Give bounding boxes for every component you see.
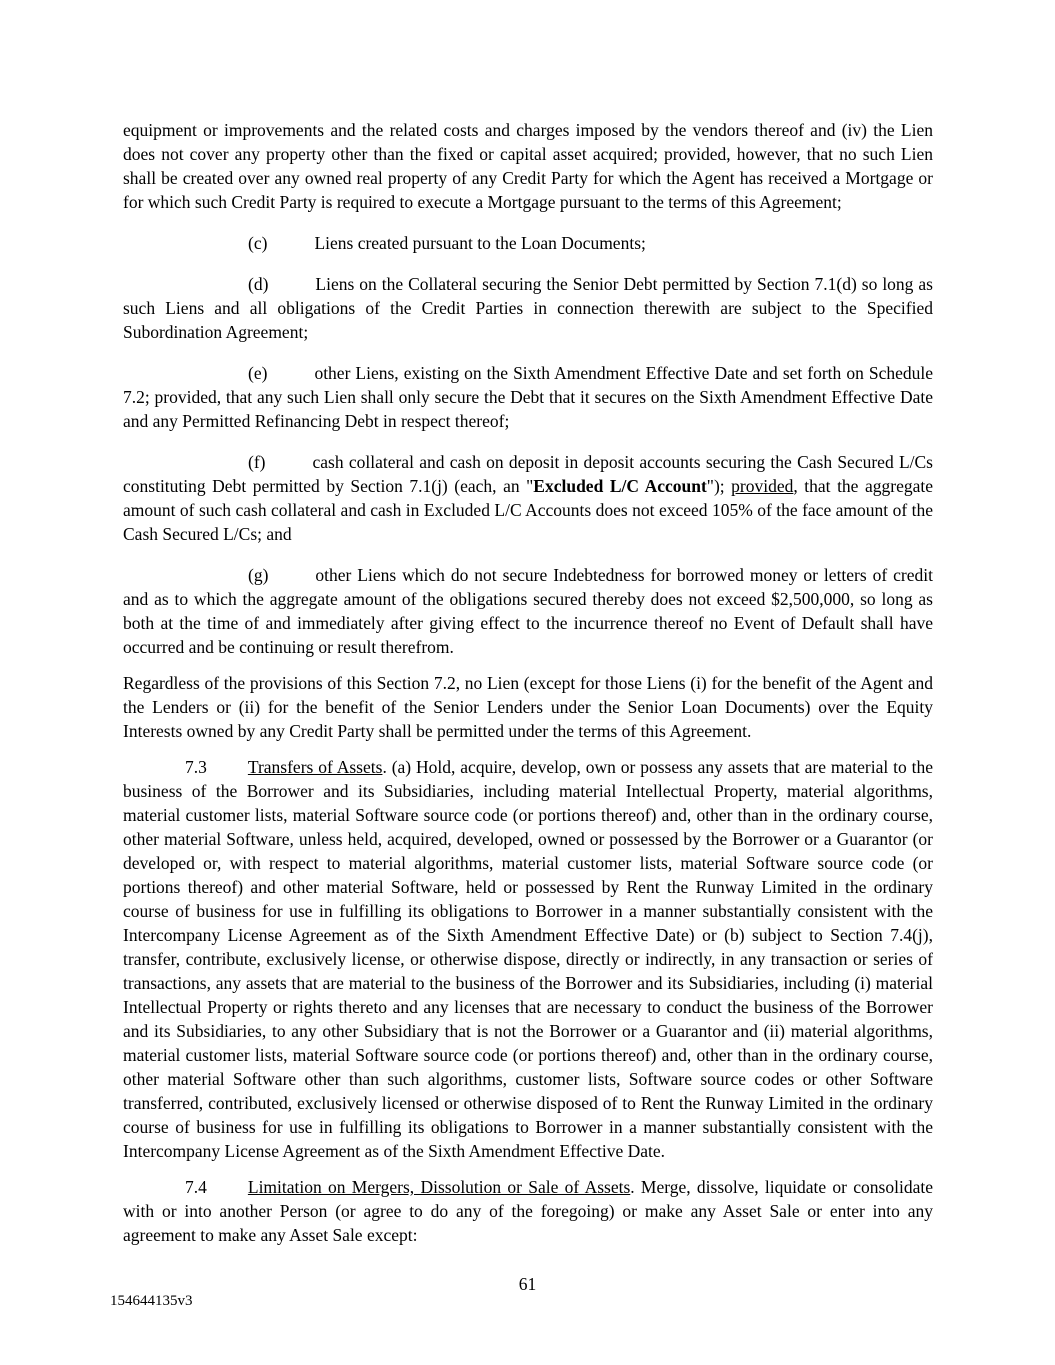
section-7-4-heading: Limitation on Mergers, Dissolution or Sale of Assets (247, 1177, 631, 1197)
clause-g (123, 563, 933, 659)
clause-f-text-mid: "); (706, 476, 732, 496)
defined-term-excluded-lc-account: Excluded L/C Account (533, 476, 707, 496)
section-7-4-number: 7.4 (185, 1177, 207, 1197)
section-7-3-body: . (a) Hold, acquire, develop, own or possess any assets that are material to the business of the Borrower and its Subsidiaries, including material Intellectual Property, material algorithms, material customer lists, material Software source code (or portions thereof) and, other than in the ordinary course, other material Software, unless held, acquired, developed, owned or possessed by the Borrower or a Guarantor (or developed or, with respect to material algorithms, material customer lists, material Software source code (or portions thereof) and other material Software, held or possessed by Rent the Runway Limited in the ordinary course of business for use in fulfilling its obligations to Borrower in a manner substantially consistent with the Intercompany License Agreement as of the Sixth Amendment Effective Date) or (b) subject to Section 7.4(j), transfer, contribute, exclusively license, or otherwise dispose, directly or indirectly, in any transaction or series of transactions, any assets that are material to the business of the Borrower and its Subsidiaries, including (i) material Intellectual Property or rights thereto and any licenses that are necessary to conduct the business of the Borrower and its Subsidiaries, to any other Subsidiary that is not the Borrower or a Guarantor and (ii) material algorithms, material customer lists, material Software source code (or portions thereof) and, other than in the ordinary course, other material Software other than such algorithms, customer lists, Software source codes or other Software transferred, contributed, exclusively licensed or otherwise disposed of to Rent the Runway Limited in the ordinary course of business for use in fulfilling its obligations to Borrower in a manner substantially consistent with the Intercompany License Agreement as of the Sixth Amendment Effective Date. (123, 757, 933, 1161)
section-7-3-heading: Transfers of Assets (247, 757, 383, 777)
clause-e-label: (e) (248, 363, 268, 383)
clause-d-label: (d) (248, 274, 269, 294)
clause-f (123, 450, 933, 546)
clause-c (123, 231, 933, 255)
paragraph-continuation: equipment or improvements and the related costs and charges imposed by the vendors thereof and (iv) the Lien does not cover any property other than the fixed or capital asset acquired; provided, however, that no such Lien shall be created over any owned real property of any Credit Party for which the Agent has received a Mortgage or for which such Credit Party is required to execute a Mortgage pursuant to the terms of this Agreement; (123, 120, 933, 212)
clause-e (123, 361, 933, 433)
clause-d-text: Liens on the Collateral securing the Senior Debt permitted by Section 7.1(d) so long as such Liens and all obligations of the Credit Parties in connection therewith are subject to the Specified Subordination Agreement; (123, 274, 933, 342)
proviso-underlined-term: provided (731, 476, 794, 496)
clause-f-text-post: , that the aggregate amount of such cash collateral and cash in Excluded L/C Accounts does not exceed 105% of the face amount of the Cash Secured L/Cs; and (123, 476, 933, 544)
clause-c-label: (c) (248, 233, 268, 253)
clause-g-text: other Liens which do not secure Indebtedness for borrowed money or letters of credit and as to which the aggregate amount of the obligations secured thereby does not exceed $2,500,000, so long as both at the time of and immediately after giving effect to the incurrence thereof no Event of Default shall have occurred and be continuing or result therefrom. (123, 565, 933, 657)
section-7-3-number: 7.3 (185, 757, 207, 777)
clause-f-label: (f) (248, 452, 266, 472)
clause-d (123, 272, 933, 344)
page-content (123, 118, 933, 1247)
clause-g-label: (g) (248, 565, 269, 585)
section-7-4-body: . Merge, dissolve, liquidate or consolidate with or into another Person (or agree to do any of the foregoing) or make any Asset Sale or enter into any agreement to make any Asset Sale except: (123, 1177, 933, 1245)
clause-e-text: other Liens, existing on the Sixth Amendment Effective Date and set forth on Schedule 7.2; provided, that any such Lien shall only secure the Debt that it secures on the Sixth Amendment Effective Date and any Permitted Refinancing Debt in respect thereof; (123, 363, 933, 431)
paragraph-regardless: Regardless of the provisions of this Section 7.2, no Lien (except for those Liens (i) for the benefit of the Agent and the Lenders or (ii) for the benefit of the Senior Lenders under the Senior Loan Documents) over the Equity Interests owned by any Credit Party shall be permitted under the terms of this Agreement. (123, 673, 933, 741)
section-7-4 (123, 1175, 933, 1247)
document-id-footer: 154644135v3 (110, 1293, 193, 1309)
page-number: 61 (518, 1274, 537, 1294)
clause-f-text-pre: cash collateral and cash on deposit in deposit accounts securing the Cash Secured L/Cs constituting Debt permitted by Section 7.1(j) (each, an " (123, 452, 933, 496)
section-7-3 (123, 755, 933, 1163)
clause-c-text: Liens created pursuant to the Loan Documents; (314, 233, 646, 253)
